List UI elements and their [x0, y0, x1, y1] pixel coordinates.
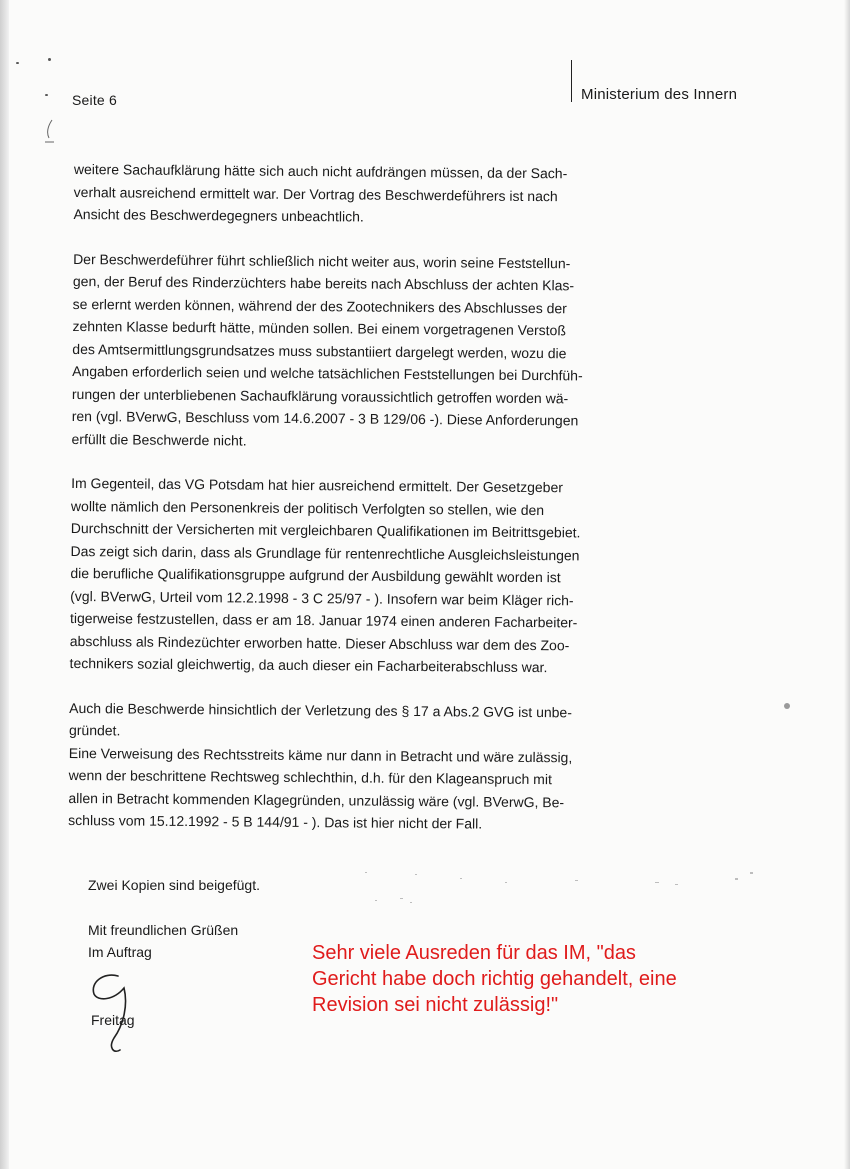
body-line: Eine Verweisung des Rechtsstreits käme nur dann in Betracht und wäre zulässig, [68, 744, 573, 765]
body-line: Im Gegenteil, das VG Potsdam hat hier ausreichend ermittelt. Der Gesetzgeber [71, 474, 564, 496]
header-divider [571, 60, 572, 102]
body-line: (vgl. BVerwG, Urteil vom 12.2.1998 - 3 C 25/97 - ). Insofern war beim Kläger rich- [70, 587, 574, 608]
signatory-name: Freitag [91, 1012, 135, 1028]
body-line: Das zeigt sich darin, dass als Grundlage für rentenrechtliche Ausgleichsleistungen [70, 542, 580, 563]
body-line: Auch die Beschwerde hinsichtlich der Verletzung des § 17 a Abs.2 GVG ist unbe- [69, 699, 573, 720]
body-line: die berufliche Qualifikationsgruppe aufgrund der Ausbildung gewählt worden ist [70, 564, 561, 586]
body-line: Durchschnitt der Versicherten mit vergleichbaren Qualifikationen im Beitrittsgebiet. [70, 519, 581, 541]
paragraph-3 [69, 472, 581, 679]
letter-body [68, 158, 584, 858]
body-line: abschluss als Rindezüchter erworben hatte. Dieser Abschluss war dem des Zoo- [69, 632, 570, 653]
body-line: ren (vgl. BVerwG, Beschluss vom 14.6.2007 - 3 B 129/06 -). Diese Anforderungen [71, 407, 579, 429]
body-line: verhalt ausreichend ermittelt war. Der Vortrag des Beschwerdeführers ist nach [73, 183, 558, 204]
redacted-area [355, 862, 775, 906]
body-line: Ansicht des Beschwerdegegners unbeachtlich. [73, 205, 364, 225]
paragraph-1 [73, 158, 584, 230]
margin-mark-icon [40, 118, 60, 146]
annotation-line: Sehr viele Ausreden für das IM, "das [312, 942, 636, 964]
scan-speck [16, 62, 19, 64]
body-line: schluss vom 15.12.1992 - 5 B 144/91 - ). Das ist hier nicht der Fall. [68, 811, 483, 832]
enclosure-note: Zwei Kopien sind beigefügt. [88, 877, 260, 893]
on-behalf-note: Im Auftrag [88, 944, 152, 960]
scan-right-shadow [844, 0, 850, 1169]
scan-speck [48, 58, 51, 61]
body-line: Angaben erforderlich seien und welche tatsächlichen Feststellungen bei Durchfüh- [72, 362, 583, 384]
ministry-letterhead: Ministerium des Innern [581, 86, 738, 103]
body-line: wollte nämlich den Personenkreis der politisch Verfolgten so stellen, wie den [70, 497, 545, 518]
body-line: zehnten Klasse bedurft hätte, münden sollen. Bei einem vorgetragenen Verstoß [72, 317, 567, 339]
annotation-line: Revision sei nicht zulässig!" [312, 994, 559, 1016]
paragraph-4 [68, 696, 579, 835]
body-line: rungen der unterbliebenen Sachaufklärung voraussichtlich getroffen worden wä- [71, 385, 569, 406]
annotation-line: Gericht habe doch richtig gehandelt, eine [312, 968, 677, 990]
body-line: tigerweise festzustellen, dass er am 18. Januar 1974 einen anderen Facharbeiter- [69, 609, 578, 631]
body-line: technikers sozial gleichwertig, da auch dieser ein Facharbeiterabschluss war. [69, 654, 548, 676]
body-line: allen in Betracht kommenden Klagegründen, unzulässig wäre (vgl. BVerwG, Be- [68, 789, 565, 810]
body-line: se erlernt werden können, während der des Zootechnikers des Abschlusses der [72, 295, 567, 316]
body-line: Der Beschwerdeführer führt schließlich nicht weiter aus, worin seine Feststellun- [73, 250, 571, 271]
scan-left-shadow [0, 0, 9, 1169]
salutation: Mit freundlichen Grüßen [88, 921, 239, 938]
letter-closing [88, 874, 348, 964]
body-line: weitere Sachaufklärung hätte sich auch nicht aufdrängen müssen, da der Sach- [73, 160, 568, 182]
page-number: Seite 6 [72, 92, 117, 108]
body-line: gen, der Beruf des Rinderzüchters habe bereits nach Abschluss der achten Klas- [72, 272, 575, 294]
red-annotation [312, 940, 822, 1018]
scan-speck [45, 94, 48, 96]
body-line: gründet. [68, 721, 121, 739]
scan-speck [784, 703, 790, 709]
body-line: wenn der beschrittene Rechtsweg schlechthin, d.h. für den Klageanspruch mit [68, 766, 552, 788]
paragraph-2 [71, 247, 583, 454]
body-line: erfüllt die Beschwerde nicht. [71, 430, 247, 449]
body-line: des Amtsermittlungsgrundsatzes muss substantiiert dargelegt werden, wozu die [72, 340, 567, 361]
